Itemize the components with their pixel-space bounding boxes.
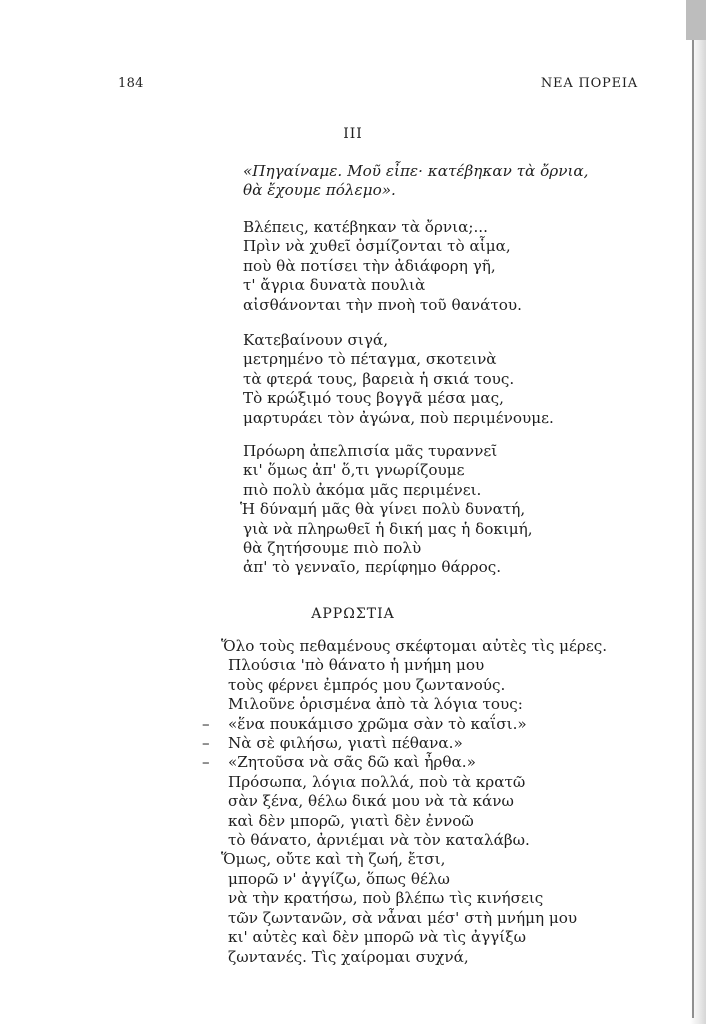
verse-line: μαρτυράει τὸν ἀγώνα, ποὺ περιμένουμε. (243, 408, 554, 427)
verse-line: Κατεβαίνουν σιγά, (243, 331, 389, 349)
verse-text: Νὰ σὲ φιλήσω, γιατὶ πέθανα.» (228, 734, 463, 753)
epigraph (243, 162, 589, 201)
verse-line: γιὰ νὰ πληρωθεῖ ἡ δική μας ἡ δοκιμή, (243, 519, 533, 538)
verse-line: τὰ φτερά τους, βαρειὰ ἡ σκιά τους. (243, 369, 515, 388)
verse-text: «ἕνα πουκάμισο χρῶμα σὰν τὸ καΐσι.» (228, 714, 527, 733)
stanza-1 (243, 218, 522, 315)
verse-line: ποὺ θὰ ποτίσει τὴν ἀδιάφορη γῆ, (243, 256, 496, 275)
verse-line-dialogue (202, 734, 607, 753)
verse-line: μπορῶ ν' ἀγγίζω, ὅπως θέλω (228, 869, 450, 888)
verse-line-dialogue (202, 753, 607, 772)
verse-line: κι' αὐτὲς καὶ δὲν μπορῶ νὰ τὶς ἀγγίξω (228, 928, 526, 947)
verse-line: τ' ἄγρια δυνατὰ πουλιὰ (243, 276, 426, 295)
verse-line: Πρὶν νὰ χυθεῖ ὀσμίζονται τὸ αἷμα, (243, 237, 511, 256)
dialogue-dash: – (202, 714, 210, 733)
verse-line: θὰ ζητήσουμε πιὸ πολὺ (243, 539, 422, 558)
verse-line: Μιλοῦνε ὁρισμένα ἀπὸ τὰ λόγια τους: (228, 695, 523, 714)
scan-corner-mark (686, 0, 706, 40)
epigraph-line: θὰ ἔχουμε πόλεμο». (243, 181, 396, 200)
section-title-arrostia: ΑΡΡΩΣΤΙΑ (311, 606, 395, 622)
verse-line: αἰσθάνονται τὴν πνοὴ τοῦ θανάτου. (243, 295, 522, 314)
stanza-3 (240, 442, 533, 578)
verse-text: «Ζητοῦσα νὰ σᾶς δῶ καὶ ἦρθα.» (228, 753, 476, 772)
verse-line: κι' ὅμως ἀπ' ὅ,τι γνωρίζουμε (243, 461, 465, 480)
verse-line: ζωντανές. Τὶς χαίρομαι συχνά, (228, 947, 469, 966)
verse-line: σὰν ξένα, θέλω δικά μου νὰ τὰ κάνω (228, 792, 514, 811)
verse-line: Ὅλο τοὺς πεθαμένους σκέφτομαι αὐτὲς τὶς μέρες. (221, 637, 608, 655)
dialogue-dash: – (202, 753, 210, 772)
page-number: 184 (118, 76, 144, 91)
verse-line: τὸ θάνατο, ἀρνιέμαι νὰ τὸν καταλάβω. (228, 831, 530, 850)
verse-line: Ἡ δύναμή μᾶς θὰ γίνει πολὺ δυνατή, (240, 500, 526, 519)
page-header (118, 76, 638, 96)
verse-line-dialogue (202, 714, 607, 734)
verse-line: νὰ τὴν κρατήσω, ποὺ βλέπω τὶς κινήσεις (228, 889, 544, 908)
poem-arrostia (202, 637, 608, 967)
dialogue-dash: – (202, 734, 210, 753)
page-edge-line (692, 10, 694, 1018)
verse-line: ἀπ' τὸ γενναῖο, περίφημο θάρρος. (243, 558, 502, 577)
verse-line: Ὅμως, οὔτε καὶ τὴ ζωή, ἔτσι, (221, 850, 446, 869)
running-title: ΝΕΑ ΠΟΡΕΙΑ (540, 76, 638, 91)
section-title-iii: III (343, 126, 363, 142)
verse-line: Τὸ κρώξιμό τους βογγᾶ μέσα μας, (243, 389, 504, 408)
verse-line: τῶν ζωντανῶν, σὰ νἆναι μέσ' στὴ μνήμη μου (228, 908, 578, 927)
epigraph-line: «Πηγαίναμε. Μοῦ εἶπε· κατέβηκαν τὰ ὄρνια, (243, 162, 589, 180)
verse-line: Πρόσωπα, λόγια πολλά, ποὺ τὰ κρατῶ (228, 772, 526, 791)
verse-line: Πλούσια 'πὸ θάνατο ἡ μνήμη μου (228, 656, 485, 675)
stanza-2 (243, 331, 554, 428)
verse-line: τοὺς φέρνει ἐμπρός μου ζωντανούς. (228, 675, 506, 694)
verse-line: πιὸ πολὺ ἀκόμα μᾶς περιμένει. (243, 480, 482, 499)
verse-line: καὶ δὲν μπορῶ, γιατὶ δὲν ἐννοῶ (228, 811, 474, 830)
verse-line: Βλέπεις, κατέβηκαν τὰ ὄρνια;... (243, 218, 488, 236)
verse-line: Πρόωρη ἀπελπισία μᾶς τυραννεῖ (243, 442, 498, 460)
verse-line: μετρημένο τὸ πέταγμα, σκοτεινὰ (243, 350, 497, 369)
